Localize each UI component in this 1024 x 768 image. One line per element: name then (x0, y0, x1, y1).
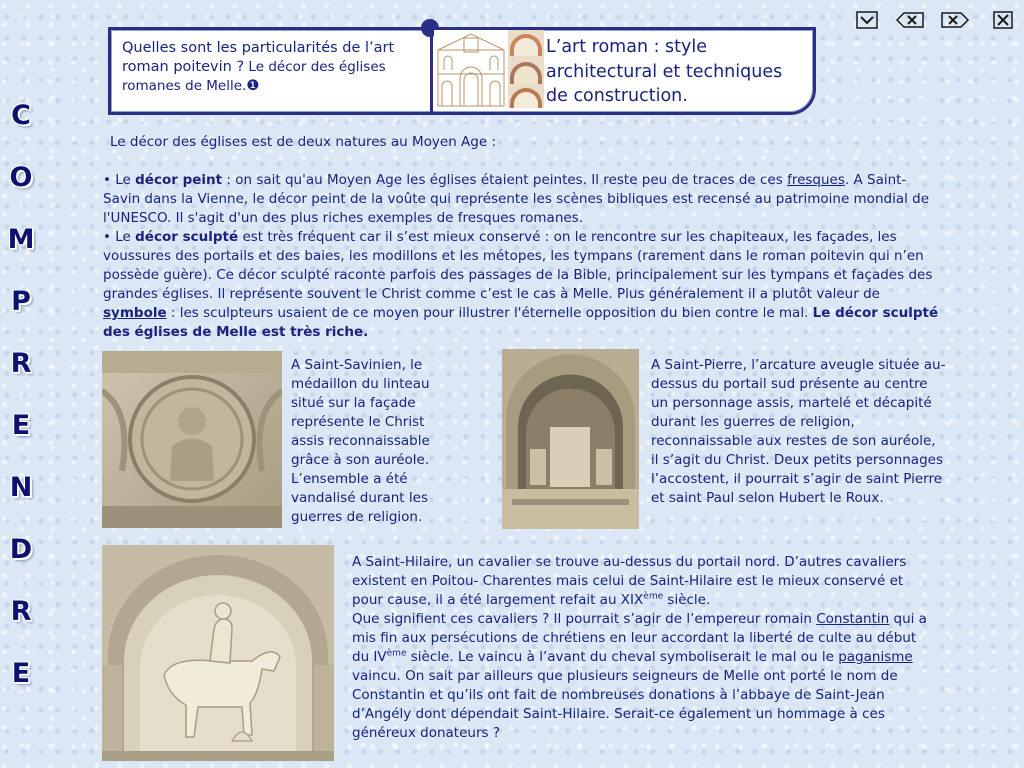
term-decor-sculpte: décor sculpté (135, 229, 239, 245)
nav-down-button[interactable] (855, 10, 879, 30)
photo-saint-pierre (502, 349, 639, 529)
decor-sculpte-text-2: : les sculpteurs usaient de ce moyen pour illustrer l'éternelle opposition du bien contre le mal. (166, 305, 813, 321)
close-icon (993, 11, 1013, 29)
header-marker: ❶ (246, 78, 260, 94)
title-letter: R (10, 596, 32, 627)
decor-sculpte-text: est très fréquent car il s’est mieux conservé : on le rencontre sur les chapiteaux, les façades, les voussures des portails et des baies, les modillons et les métopes, les tympans (rarement dans le roman poitevin qui n’en possède guère). Ce décor sculpté raconte parfois des passages de la Bible, principalement sur les tympans et façades des grandes églises. Il représente souvent le Christ comme c’est le cas à Melle. Plus généralement il a plutôt valeur de (103, 229, 933, 302)
caption-hilaire-text: vaincu. On sait par ailleurs que plusieurs seigneurs de Melle ont porté le nom de Constantin et qu’ils ont fait de nombreuses donations à l’abbaye de Saint-Jean d’Angély dont dépendait Saint-Hilaire. Serait-ce également un hommage à ces généreux donateurs ? (352, 668, 898, 741)
caption-hilaire-text: Que signifient ces cavaliers ? Il pourrait s’agir de l’empereur romain (352, 611, 817, 627)
title-letter: O (9, 162, 33, 193)
header-topic-link[interactable] (546, 35, 808, 109)
header-topic-title: L’art roman : style architectural et techniques de construction. (546, 37, 783, 106)
back-icon (895, 11, 925, 29)
title-letter: E (11, 410, 31, 441)
nav-close-button[interactable] (992, 10, 1014, 30)
term-decor-peint: décor peint (135, 172, 223, 188)
header-question: Quelles sont les particularités de l’art roman poitevin ? (122, 40, 395, 75)
caption-hilaire-text: siècle. (663, 592, 711, 608)
caption-hilaire-text: A Saint-Hilaire, un cavalier se trouve au-dessus du portail nord. D’autres cavaliers existent en Poitou- Charentes mais celui de Saint-Hilaire est le mieux conservé et pour cause, il a été largement refait au XIX (352, 554, 907, 608)
bullet: • Le (103, 229, 136, 245)
header-architecture-image (434, 30, 544, 108)
nav-forward-button[interactable] (940, 10, 970, 30)
vertical-title-comprendre (0, 85, 42, 705)
chevron-down-icon (856, 11, 878, 29)
photo-saint-hilaire (102, 545, 334, 761)
nav-back-button[interactable] (895, 10, 925, 30)
caption-saint-savinien: A Saint-Savinien, le médaillon du linteau situé sur la façade représente le Christ assis reconnaissable grâce à son auréole. L’ensemble a été vandalisé durant les guerres de religion. (291, 357, 430, 525)
decor-sculpte-conclusion: Le décor sculpté des églises de Melle est très riche. (103, 305, 939, 340)
caption-hilaire-text: qui a mis fin aux persécutions de chrétiens en leur accordant la liberté de culte au début du IV (352, 611, 927, 665)
constantin-link[interactable]: Constantin (816, 611, 890, 627)
superscript: ème (643, 591, 664, 602)
title-letter: N (9, 472, 33, 503)
title-letter: E (11, 658, 31, 689)
caption-saint-pierre: A Saint-Pierre, l’arcature aveugle située au-dessus du portail sud présente au centre un personnage assis, martelé et décapité durant les guerres de religion, reconnaissable aux restes de son auréole, il s’agit du Christ. Deux petits personnages l’accostent, il pourrait s’agir de saint Pierre et saint Paul selon Hubert le Roux. (651, 357, 946, 506)
header-divider (430, 27, 433, 112)
photo-saint-savinien (102, 351, 282, 528)
fresques-link[interactable]: fresques (787, 172, 845, 188)
header-question-link[interactable] (122, 39, 422, 96)
symbole-link[interactable]: symbole (103, 305, 167, 321)
title-letter: M (7, 224, 35, 255)
decor-sculpte-paragraph (103, 228, 943, 342)
decor-peint-text: : on sait qu'au Moyen Age les églises étaient peintes. Il reste peu de traces de ces (222, 172, 788, 188)
bullet: • Le (103, 172, 136, 188)
caption-saint-hilaire (352, 553, 937, 743)
forward-icon (940, 11, 970, 29)
decor-peint-text-2: . A Saint-Savin dans la Vienne, le décor peint de la voûte qui représente les scènes bibliques est recensé au patrimoine mondial de l'UNESCO. Il s'agit d'un des plus riches exemples de fresques romanes. (103, 172, 930, 226)
header-subtitle: Le décor des églises romanes de Melle. (122, 59, 386, 94)
title-letter: D (9, 534, 33, 565)
decor-peint-paragraph (103, 171, 943, 228)
paganisme-link[interactable]: paganisme (838, 649, 913, 665)
main-paragraph (103, 171, 943, 342)
title-letter: C (11, 100, 31, 131)
title-letter: P (11, 286, 31, 317)
caption-hilaire-text: siècle. Le vaincu à l’avant du cheval symboliserait le mal ou le (406, 649, 839, 665)
intro-text: Le décor des églises est de deux natures au Moyen Age : (110, 134, 497, 150)
superscript: ème (386, 648, 407, 659)
title-letter: R (10, 348, 32, 379)
